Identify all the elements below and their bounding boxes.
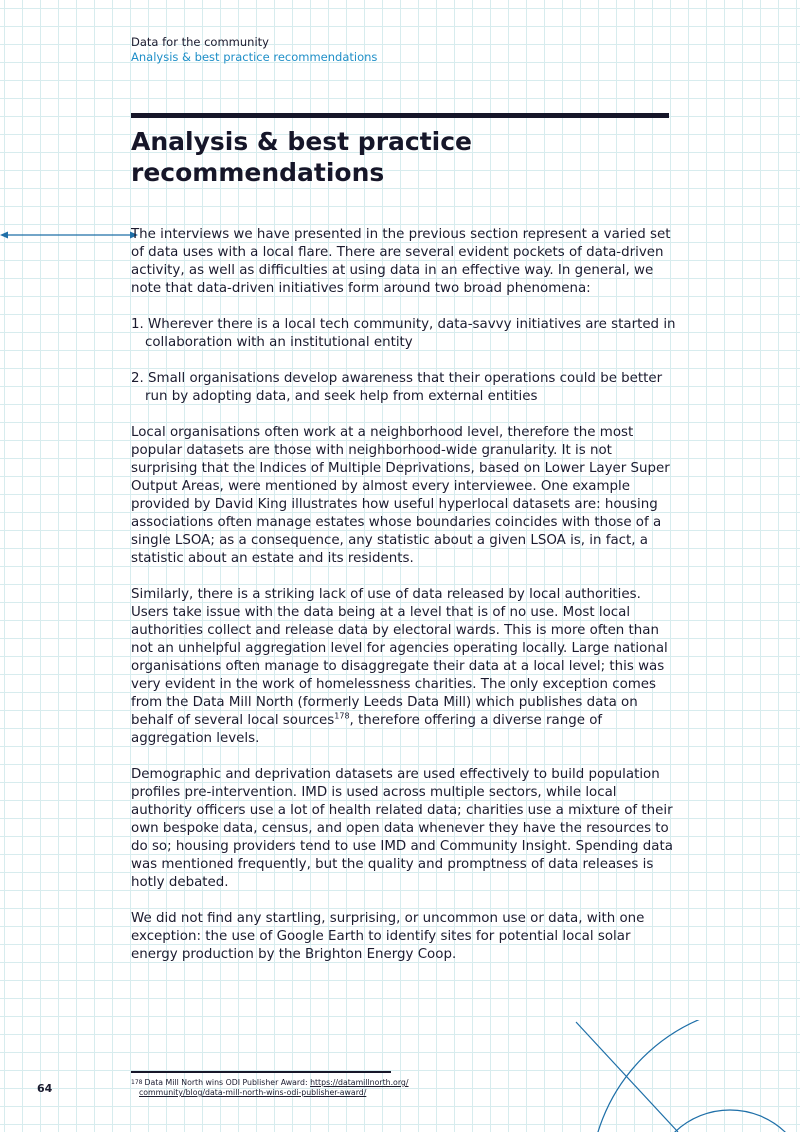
footnote-link[interactable]: https://datamillnorth.org/ <box>310 1078 409 1087</box>
local-authorities-paragraph <box>131 586 676 748</box>
title-rule <box>131 113 669 118</box>
footnote-number: 178 <box>131 1079 143 1086</box>
demographic-paragraph: Demographic and deprivation datasets are used effectively to build population profiles pre-intervention. IMD is used across multiple sectors, while local authority officers use a lot of health related data; charities use a mixture of their own bespoke data, census, and open data whenever they have the resources to do so; housing providers tend to use IMD and Community Insight. Spending data was mentioned frequently, but the quality and promptness of data releases is hotly debated. <box>131 767 673 890</box>
paragraph-text: , therefore offering a diverse range of aggregation levels. <box>131 713 603 746</box>
exception-paragraph: We did not find any startling, surprising, or uncommon use or data, with one exception: the use of Google Earth to identify sites for potential local solar energy production by the Brighton Energy Coop. <box>131 911 645 962</box>
running-header-section: Data for the community <box>131 35 269 49</box>
page-title: Analysis & best practice recommendations <box>131 127 473 187</box>
footnote <box>131 1078 431 1098</box>
body-text <box>131 226 676 982</box>
list-item: 2. Small organisations develop awareness that their operations could be better run by adopting data, and seek help from external entities <box>131 371 663 404</box>
decorative-circle-graphic <box>570 1020 800 1132</box>
footnote-link-continued[interactable]: community/blog/data-mill-north-wins-odi-publisher-award/ <box>139 1088 367 1097</box>
intro-paragraph: The interviews we have presented in the previous section represent a varied set of data uses with a local flare. There are several evident pockets of data-driven activity, as well as difficulties at using data in an effective way. In general, we note that data-driven initiatives form around two broad phenomena: <box>131 227 671 296</box>
list-item: 1. Wherever there is a local tech community, data-savvy initiatives are started in collaboration with an institutional entity <box>131 317 676 350</box>
footnote-reference[interactable]: 178 <box>334 711 350 721</box>
margin-arrow-icon <box>0 228 140 242</box>
running-header <box>131 35 377 65</box>
footnote-text: Data Mill North wins ODI Publisher Award: <box>144 1078 311 1087</box>
phenomena-list <box>131 316 676 406</box>
page-number: 64 <box>37 1082 53 1095</box>
footnote-rule <box>131 1071 391 1073</box>
running-header-subsection: Analysis & best practice recommendations <box>131 50 378 64</box>
neighborhood-paragraph: Local organisations often work at a neighborhood level, therefore the most popular datasets are those with neighborhood-wide granularity. It is not surprising that the Indices of Multiple Deprivations, based on Lower Layer Super Output Areas, were mentioned by almost every interviewee. One example provided by David King illustrates how useful hyperlocal datasets are: housing associations often manage estates whose boundaries coincides with those of a single LSOA; as a consequence, any statistic about a given LSOA is, in fact, a statistic about an estate and its residents. <box>131 425 670 566</box>
paragraph-text: Similarly, there is a striking lack of use of data released by local authorities. Users take issue with the data being at a level that is of no use. Most local authorities collect and release data by electoral wards. This is more often than not an unhelpful aggregation level for agencies operating locally. Large national organisations often manage to disaggregate their data at a local level; this was very evident in the work of homelessness charities. The only exception comes from the Data Mill North (formerly Leeds Data Mill) which publishes data on behalf of several local sources <box>131 587 668 728</box>
